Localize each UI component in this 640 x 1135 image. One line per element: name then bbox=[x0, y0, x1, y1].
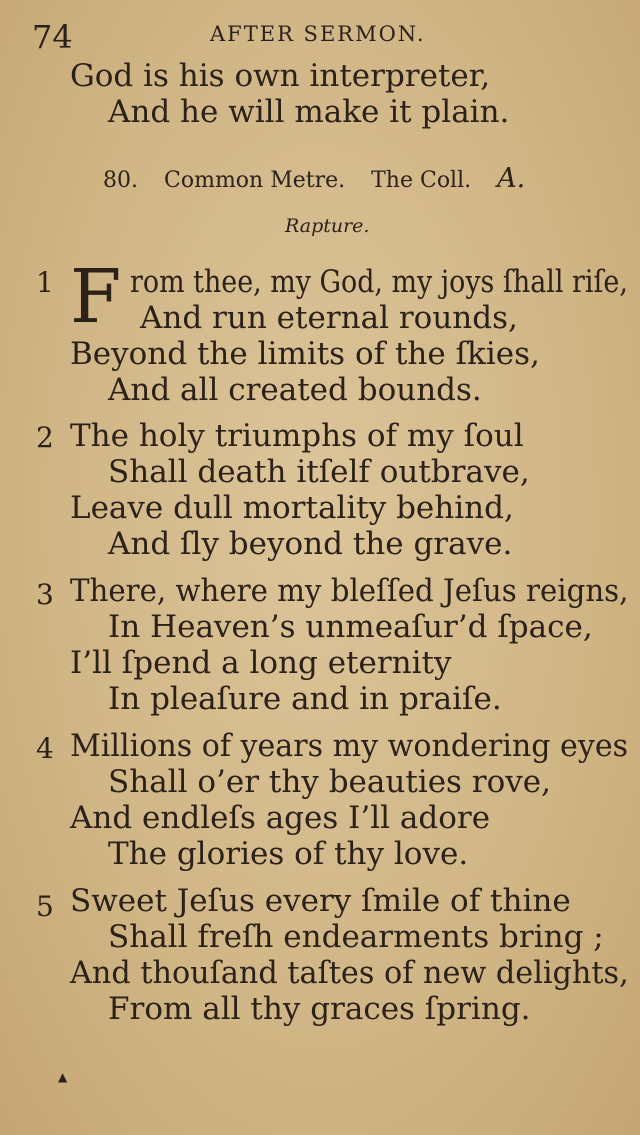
verse-line: And thouſand taſtes of new delights, bbox=[70, 955, 629, 991]
verse-line: Millions of years my wondering eyes bbox=[70, 728, 629, 764]
stanza-number: 4 bbox=[36, 732, 54, 765]
hymn-source: The Coll. bbox=[371, 168, 472, 193]
page-number: 74 bbox=[32, 18, 73, 56]
verse-line: The holy triumphs of my ſoul bbox=[70, 418, 524, 454]
verse-line: The glories of thy love. bbox=[108, 836, 469, 872]
verse-line: I’ll ſpend a long eternity bbox=[70, 645, 452, 681]
stanza-number: 5 bbox=[36, 890, 54, 923]
drop-cap: F bbox=[70, 254, 122, 340]
verse-line: And endleſs ages I’ll adore bbox=[70, 800, 491, 836]
hymn-subtitle: Rapture. bbox=[285, 215, 370, 237]
intro-line: God is his own interpreter, bbox=[70, 58, 491, 94]
hymn-number: 80. bbox=[103, 168, 138, 193]
stanza-number: 1 bbox=[36, 266, 54, 299]
verse-line: In pleaſure and in praiſe. bbox=[108, 681, 502, 717]
verse-line: In Heaven’s unmeaſur’d ſpace, bbox=[108, 609, 593, 645]
stanza-number: 3 bbox=[36, 578, 54, 611]
intro-line: And he will make it plain. bbox=[108, 94, 510, 130]
running-head: AFTER SERMON. bbox=[210, 22, 426, 46]
verse-line: rom thee, my God, my joys ſhall riſe, bbox=[130, 264, 628, 300]
hymn-heading bbox=[103, 163, 525, 194]
verse-line: Beyond the limits of the ſkies, bbox=[70, 336, 540, 372]
verse-line: Shall freſh endearments bring ; bbox=[108, 919, 604, 955]
verse-line: Sweet Jeſus every ſmile of thine bbox=[70, 883, 571, 919]
stanza-number: 2 bbox=[36, 421, 54, 454]
verse-line: There, where my bleſſed Jeſus reigns, bbox=[70, 573, 629, 609]
verse-line: Leave dull mortality behind, bbox=[70, 490, 514, 526]
verse-line: And run eternal rounds, bbox=[140, 300, 518, 336]
verse-line: And all created bounds. bbox=[108, 372, 482, 408]
hymn-metre: Common Metre. bbox=[164, 168, 346, 193]
verse-line: Shall death itſelf outbrave, bbox=[108, 454, 530, 490]
printer-mark-icon: ▲ bbox=[58, 1070, 68, 1084]
verse-line: From all thy graces ſpring. bbox=[108, 991, 531, 1027]
hymn-signature: A. bbox=[497, 163, 526, 194]
verse-line: Shall o’er thy beauties rove, bbox=[108, 764, 552, 800]
verse-line: And ſly beyond the grave. bbox=[108, 526, 513, 562]
